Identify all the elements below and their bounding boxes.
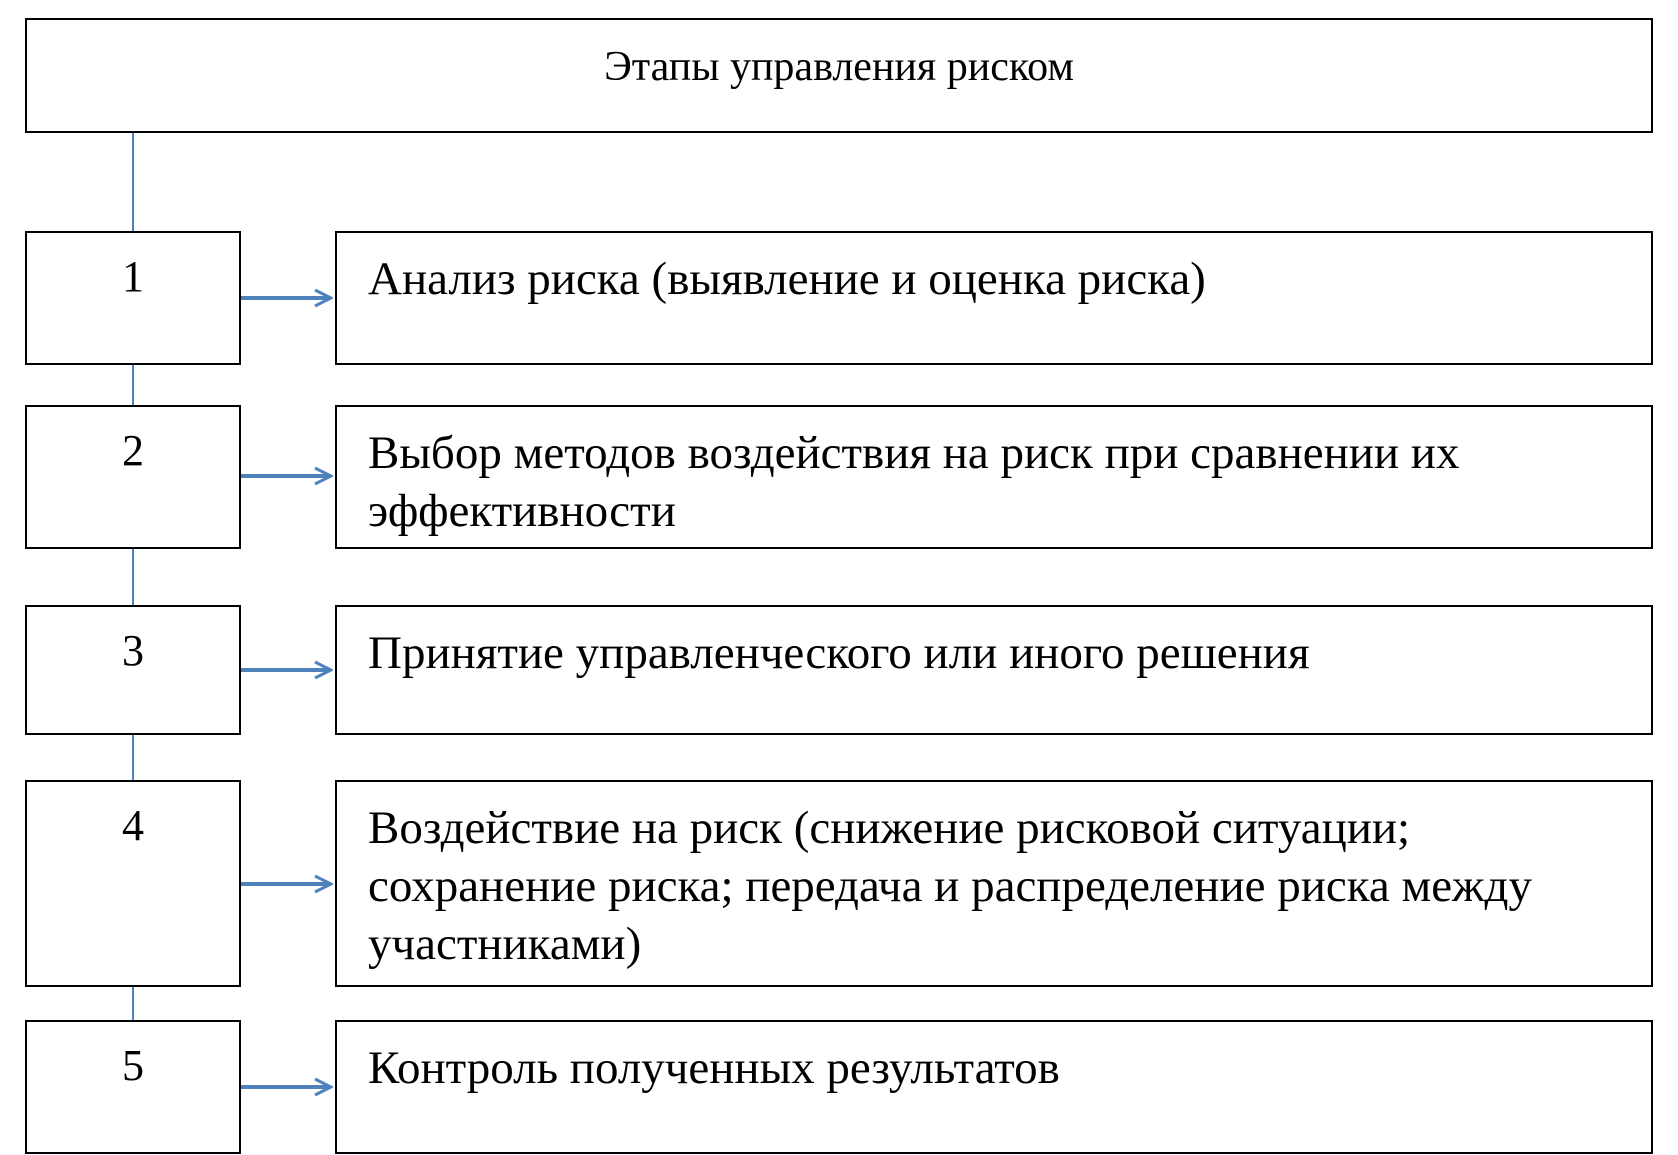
step-2-number: 2 bbox=[122, 426, 144, 475]
step-3-description: Принятие управленческого или иного решения bbox=[368, 627, 1310, 679]
step-4-number-box bbox=[25, 780, 241, 987]
step-1-description: Анализ риска (выявление и оценка риска) bbox=[368, 253, 1206, 305]
step-3-number-box bbox=[25, 605, 241, 735]
step-5-number-box bbox=[25, 1020, 241, 1154]
step-2-number-box bbox=[25, 405, 241, 549]
step-5-number: 5 bbox=[122, 1041, 144, 1090]
step-5-description: Контроль полученных результатов bbox=[368, 1042, 1060, 1094]
step-3-number: 3 bbox=[122, 626, 144, 675]
step-4-description-box bbox=[335, 780, 1653, 987]
diagram-title: Этапы управления риском bbox=[604, 44, 1074, 90]
step-5-description-box bbox=[335, 1020, 1653, 1154]
step-3-description-box bbox=[335, 605, 1653, 735]
diagram-title-box bbox=[25, 18, 1653, 133]
step-1-description-box bbox=[335, 231, 1653, 365]
step-2-description: Выбор методов воздействия на риск при сравнении их эффективности bbox=[368, 427, 1460, 537]
step-1-number: 1 bbox=[122, 252, 144, 301]
step-2-description-box bbox=[335, 405, 1653, 549]
step-4-number: 4 bbox=[122, 801, 144, 850]
step-1-number-box bbox=[25, 231, 241, 365]
step-4-description: Воздействие на риск (снижение рисковой ситуации; сохранение риска; передача и распределение риска между участниками) bbox=[368, 802, 1532, 970]
